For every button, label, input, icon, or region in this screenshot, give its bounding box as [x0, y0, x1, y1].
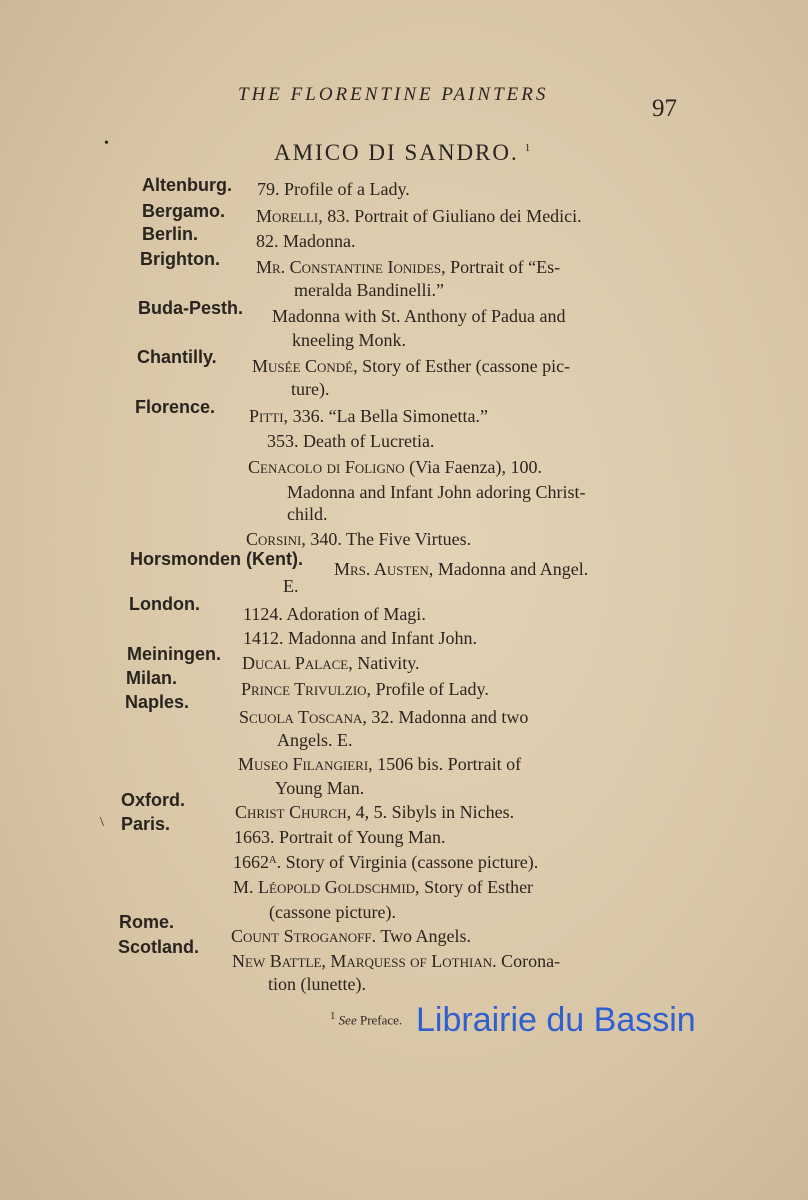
- entry-text: [256, 256, 560, 278]
- entry-detail: Two Angels.: [376, 926, 472, 946]
- entry-text: 1124. Adoration of Magi.: [243, 604, 426, 624]
- ink-speck: \: [100, 815, 104, 830]
- running-header: THE FLORENTINE PAINTERS: [238, 84, 549, 105]
- collection-name: Museo Filangieri,: [238, 754, 373, 774]
- entry-text: [239, 706, 528, 728]
- place-rome: Rome.: [119, 912, 175, 932]
- footnote-see: See: [338, 1012, 357, 1028]
- collection-name: Corsini,: [246, 529, 306, 549]
- section-title: [274, 140, 532, 166]
- entry-detail: 4, 5. Sibyls in Niches.: [351, 802, 515, 822]
- place-naples: Naples.: [125, 692, 190, 712]
- entry-detail: 336. “La Bella Simonetta.”: [288, 406, 489, 426]
- entry-detail: Corona-: [496, 951, 561, 971]
- entry-text: [241, 678, 489, 700]
- entry-text: 1663. Portrait of Young Man.: [234, 827, 446, 847]
- collection-name: Ducal Palace,: [242, 653, 353, 673]
- entry-text: [238, 753, 521, 775]
- entry-detail: Story of Esther (cassone pic-: [357, 356, 571, 376]
- entry-text: 353. Death of Lucretia.: [267, 431, 435, 451]
- collection-name: Pitti,: [249, 406, 289, 426]
- collection-name: Mrs. Austen,: [334, 559, 434, 579]
- place-berlin: Berlin.: [142, 224, 199, 244]
- entry-text: kneeling Monk.: [292, 330, 406, 350]
- place-altenburg: Altenburg.: [142, 175, 232, 195]
- footnote: [330, 1010, 402, 1028]
- entry-text: [246, 528, 471, 550]
- place-scotland: Scotland.: [118, 937, 200, 957]
- entry-text: [248, 456, 542, 478]
- collection-name: Prince Trivulzio,: [241, 679, 372, 699]
- entry-text: Young Man.: [275, 778, 365, 798]
- entry-text: [249, 405, 488, 427]
- entry-text: [242, 652, 420, 674]
- place-paris: Paris.: [121, 814, 171, 834]
- entry-text: child.: [287, 504, 328, 524]
- entry-text: 79. Profile of a Lady.: [257, 179, 410, 199]
- ink-speck: •: [104, 136, 109, 151]
- entry-text: [256, 205, 582, 227]
- entry-text: [235, 801, 514, 823]
- entry-detail: (Via Faenza), 100.: [404, 457, 543, 477]
- footnote-ref: 1: [524, 142, 533, 154]
- entry-detail: Madonna and Angel.: [433, 559, 589, 579]
- entry-text: Angels. E.: [277, 730, 353, 750]
- entry-text: [233, 876, 533, 898]
- entry-text: tion (lunette).: [268, 974, 366, 994]
- entry-text: [334, 558, 588, 580]
- place-horsmonden: Horsmonden (Kent).: [130, 549, 303, 569]
- entry-detail: 83. Portrait of Giuliano dei Medici.: [322, 206, 582, 226]
- collection-name: Mr. Constantine Ionides,: [256, 257, 446, 277]
- collection-name: Musée Condé,: [252, 356, 358, 376]
- entry-detail: Nativity.: [352, 653, 420, 673]
- place-meiningen: Meiningen.: [127, 644, 221, 664]
- place-chantilly: Chantilly.: [137, 347, 217, 367]
- entry-detail: Portrait of “Es-: [445, 257, 561, 277]
- collection-name: Count Stroganoff.: [231, 926, 377, 946]
- entry-text: ture).: [291, 379, 330, 399]
- collection-name: New Battle, Marquess of Lothian.: [232, 951, 497, 971]
- place-milan: Milan.: [126, 668, 178, 688]
- entry-text: (cassone picture).: [269, 902, 396, 922]
- collection-name: Cenacolo di Foligno: [248, 457, 405, 477]
- footnote-number: 1: [330, 1010, 336, 1022]
- collection-name: M. Léopold Goldschmid,: [233, 877, 420, 897]
- entry-detail: 340. The Five Virtues.: [305, 529, 472, 549]
- page-number: 97: [652, 95, 677, 122]
- entry-detail: Profile of Lady.: [371, 679, 489, 699]
- entry-detail: 1506 bis. Portrait of: [372, 754, 522, 774]
- collection-name: Christ Church,: [235, 802, 352, 822]
- entry-text: [232, 950, 560, 972]
- entry-text: 1412. Madonna and Infant John.: [243, 628, 477, 648]
- place-bergamo: Bergamo.: [142, 201, 226, 221]
- entry-text: [252, 355, 570, 377]
- entry-text: Madonna with St. Anthony of Padua and: [272, 306, 566, 326]
- place-oxford: Oxford.: [121, 790, 186, 810]
- place-florence: Florence.: [135, 397, 216, 417]
- watermark-text: Librairie du Bassin: [416, 1001, 696, 1039]
- place-brighton: Brighton.: [140, 249, 220, 269]
- entry-text: Madonna and Infant John adoring Christ-: [287, 482, 586, 502]
- place-buda-pesth: Buda-Pesth.: [138, 298, 244, 318]
- entry-text: meralda Bandinelli.”: [294, 280, 444, 300]
- entry-detail: 32. Madonna and two: [366, 707, 529, 727]
- entry-text: E.: [283, 576, 299, 596]
- collection-name: Scuola Toscana,: [239, 707, 367, 727]
- entry-detail: Story of Esther: [419, 877, 534, 897]
- footnote-text: Preface.: [356, 1012, 403, 1028]
- place-london: London.: [129, 594, 200, 614]
- entry-text: 1662ᴬ. Story of Virginia (cassone picture).: [233, 852, 539, 872]
- entry-text: 82. Madonna.: [256, 231, 356, 251]
- collection-name: Morelli,: [256, 206, 323, 226]
- entry-text: [231, 925, 471, 947]
- section-title-text: AMICO DI SANDRO.: [274, 140, 519, 165]
